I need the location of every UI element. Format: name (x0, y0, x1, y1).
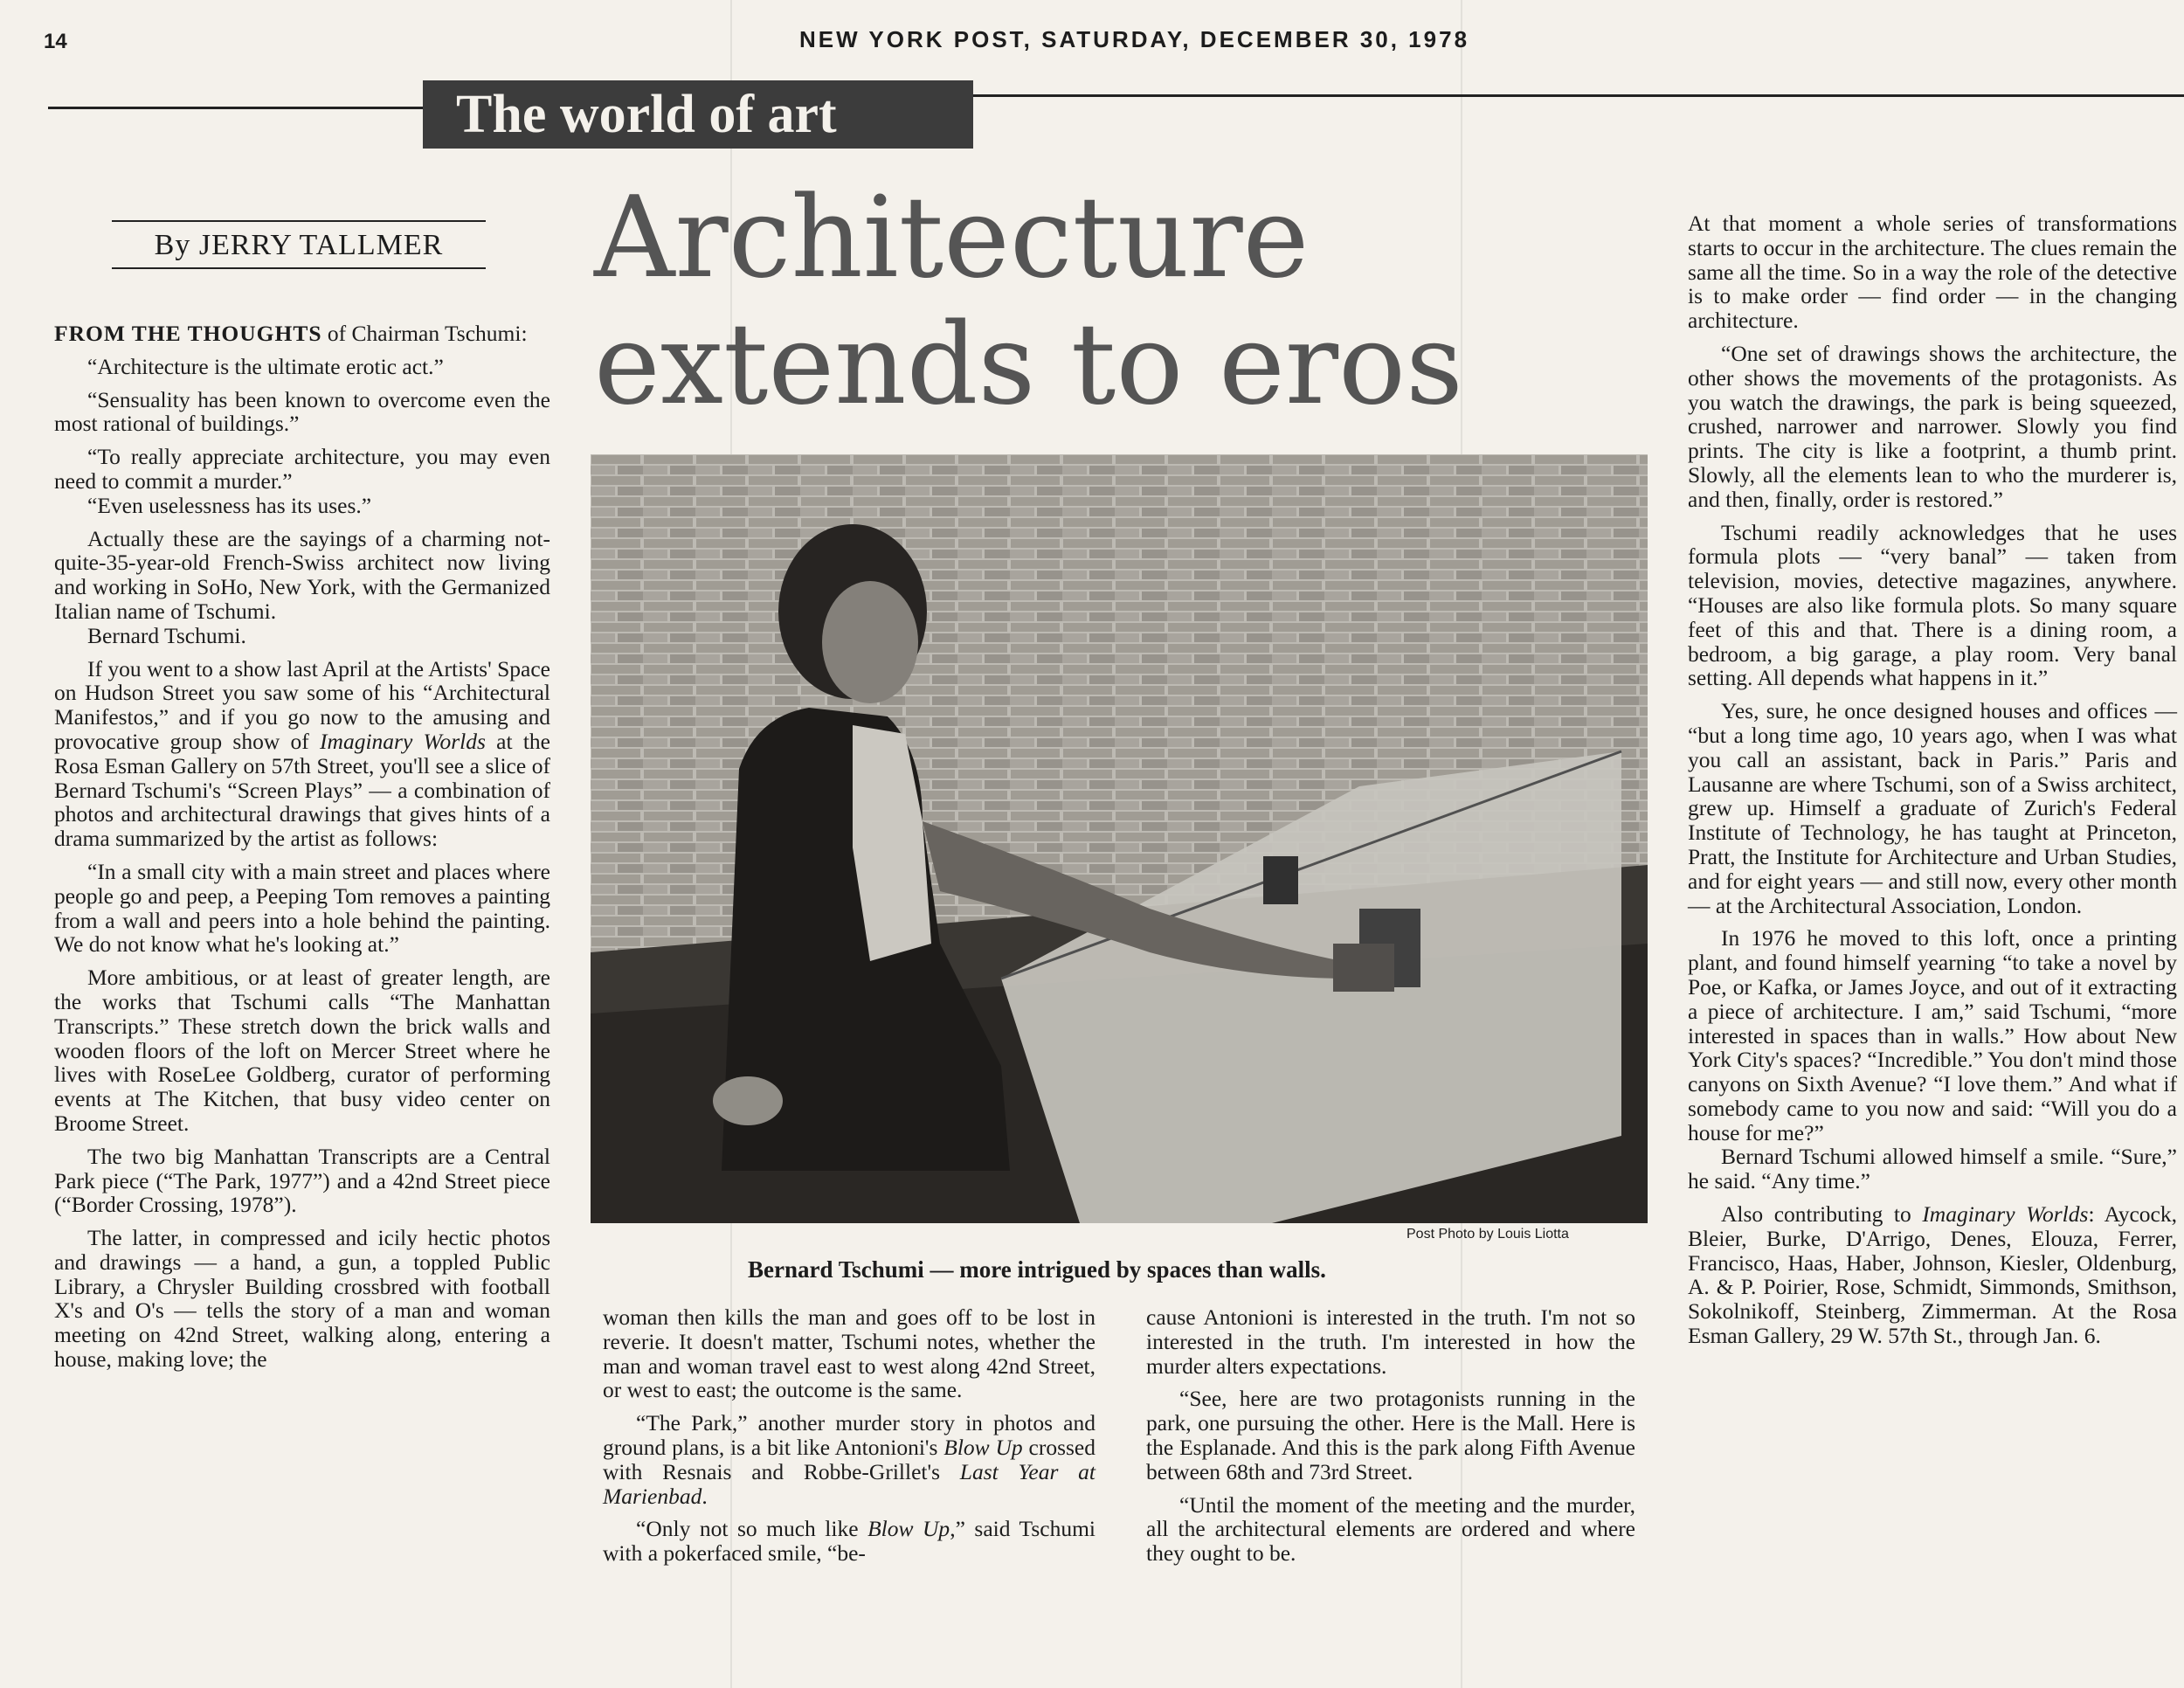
header-rule-right (973, 94, 2184, 97)
paragraph (1688, 1202, 2177, 1348)
paragraph: “Architecture is the ultimate erotic act.” (87, 353, 444, 379)
byline: By JERRY TALLMER (154, 229, 444, 261)
paragraph: At that moment a whole series of transformations starts to occur in the architecture. The clues remain the same all the time. So in a way the role of the detective is to make order — find order — in the changing architecture. (1688, 211, 2177, 334)
page-number: 14 (44, 30, 67, 53)
paragraph: Actually these are the sayings of a charming not-quite-35-year-old French-Swiss architect now living and working in SoHo, New York, with the Germanized Italian name of Tschumi. (54, 525, 550, 624)
text-run: crossed with Resnais and Robbe-Grillet's (603, 1434, 1095, 1484)
article-photo (591, 454, 1648, 1223)
paragraph: In 1976 he moved to this loft, once a printing plant, and found himself yearning “to take a novel by Poe, or Kafka, or James Joyce, and out of it extracting a piece of architecture. I am,” said Tschumi, “more interested in spaces than in walls.” How about New York City's spaces? “Incredible.” You don't mind those canyons on Sixth Avenue? “I love them.” And what if somebody came to you now and said: “Will you do a house for me?” (1688, 925, 2177, 1145)
text-run: at the Rosa Esman Gallery on 57th Street, you'll see a slice of Bernard Tschumi's “Screen Plays” — a combination of photos and architectural drawings that gives hints of a drama summarized by the artist as follows: (54, 728, 550, 852)
paragraph: Tschumi readily acknowledges that he uses formula plots — “very banal” — taken from television, movies, detective magazines, anywhere. “Houses are also like formula plots. So many square feet of this and that. There is a dining room, a bedroom, a big garage, a play room. Very banal setting. All depends what happens in it.” (1688, 519, 2177, 691)
headline-line-1: Architecture (594, 173, 1310, 303)
paragraph: “To really appreciate architecture, you may even need to commit a murder.” (54, 444, 550, 494)
text-run: “The Park,” another murder story in photos and ground plans, is a bit like Antonioni's (603, 1410, 1095, 1460)
text-run: If you went to a show last April at the Artists' Space on Hudson Street you saw some of his “Architectural Manifestos,” and if you go now to the amusing and provocative group show of (54, 655, 550, 754)
article-column-3 (1146, 1305, 1635, 1574)
paragraph: The latter, in compressed and icily hectic photos and drawings — a hand, a gun, a toppled Public Library, a Chrysler Building crossbred with football X's and O's — tells the story of a man and woman meeting on 42nd Street, walking along, entering a house, making love; the (54, 1225, 550, 1373)
photo-credit: Post Photo by Louis Liotta (1406, 1227, 1569, 1242)
text-run: . (702, 1483, 708, 1509)
header-rule-left (48, 107, 424, 109)
paragraph: “Sensuality has been known to overcome even the most rational of buildings.” (54, 386, 550, 437)
article-column-2 (603, 1305, 1095, 1574)
headline-line-2: extends to eros (594, 300, 1463, 430)
paragraph (603, 1411, 1095, 1508)
text-run: Also contributing to (1721, 1201, 1923, 1228)
italic-title: Imaginary Worlds (1922, 1201, 2089, 1228)
paragraph: The two big Manhattan Transcripts are a Central Park piece (“The Park, 1977”) and a 42nd Street piece (“Border Crossing, 1978”). (54, 1143, 550, 1218)
text-run: : Aycock, Bleier, Burke, D'Arrigo, Denes, Elouza, Ferrer, Francisco, Haas, Haber, Johnson, Kiesler, Oldenburg, A. & P. Poirier, Rose, Schmidt, Simmonds, Smithson, Sokolnikoff, Steinberg, Zimmerman. At the Rosa Esman Gallery, 29 W. 57th St., through Jan. 6. (1688, 1201, 2177, 1349)
paragraph: “In a small city with a main street and places where people go and peep, a Peeping Tom removes a painting from a wall and peers into a hole behind the painting. We do not know what he's looking at.” (54, 858, 550, 958)
paragraph (603, 1517, 1095, 1566)
text-run: “Only not so much like (636, 1516, 868, 1542)
italic-title: Last Year at Marienbad (603, 1458, 1095, 1509)
article-column-4 (1688, 211, 2177, 1357)
dateline: NEW YORK POST, SATURDAY, DECEMBER 30, 1978 (799, 26, 1470, 52)
lead-in: FROM THE THOUGHTS (54, 321, 322, 346)
paragraph (54, 322, 550, 346)
section-title: The world of art (423, 80, 973, 149)
paragraph: “See, here are two protagonists running in the park, one pursuing the other. Here is the Mall. Here is the Esplanade. And this is the park along Fifth Avenue between 68th and 73rd Street. (1146, 1386, 1635, 1484)
paragraph: Yes, sure, he once designed houses and offices — “but a long time ago, 10 years ago, when I was what you call an assistant, back in Paris.” Paris and Lausanne are where Tschumi, son of a Swiss architect, grew up. Himself a graduate of Zurich's Federal Institute of Technology, he has taught at Princeton, Pratt, the Institute for Architecture and Urban Studies, and for eight years — and still now, every other month — at the Architectural Association, London. (1688, 698, 2177, 918)
lead-text: of Chairman Tschumi: (321, 321, 528, 346)
byline-box (112, 220, 486, 269)
paragraph: woman then kills the man and goes off to be lost in reverie. It doesn't matter, Tschumi notes, whether the man and woman travel east to west along 42nd Street, or west to east; the outcome is the same. (603, 1304, 1095, 1403)
photo-caption: Bernard Tschumi — more intrigued by spaces than walls. (748, 1256, 1326, 1283)
paragraph: “One set of drawings shows the architecture, the other shows the movements of the protagonists. As you watch the drawings, the park is being squeezed, crushed, narrower and narrower. Slowly you find prints. The city is like a footprint, a thumb print. Slowly, all the elements lean to who the murderer is, and then, finally, order is restored.” (1688, 340, 2177, 512)
italic-title: Imaginary Worlds (320, 728, 486, 754)
italic-title: Blow Up (867, 1516, 950, 1542)
paragraph: “Even uselessness has its uses.” (87, 492, 372, 518)
paragraph: More ambitious, or at least of greater length, are the works that Tschumi calls “The Manhattan Transcripts.” These stretch down the brick walls and wooden floors of the loft on Mercer Street where he lives with RoseLee Goldberg, curator of performing events at The Kitchen, that busy video center on Broome Street. (54, 965, 550, 1136)
paragraph: “Until the moment of the meeting and the murder, all the architectural elements are ordered and where they ought to be. (1146, 1491, 1635, 1567)
article-column-1 (54, 322, 550, 1380)
paragraph: cause Antonioni is interested in the truth. I'm not so interested in the truth. I'm interested in how the murder alters expectations. (1146, 1304, 1635, 1379)
headline (594, 175, 1463, 428)
paragraph: Bernard Tschumi allowed himself a smile. “Sure,” he said. “Any time.” (1688, 1144, 2177, 1194)
photo-image (591, 454, 1648, 1223)
italic-title: Blow Up (943, 1434, 1023, 1460)
paragraph (54, 657, 550, 851)
paragraph: Bernard Tschumi. (87, 622, 246, 648)
text-run: ,” said Tschumi with a pokerfaced smile, “be- (603, 1516, 1095, 1567)
